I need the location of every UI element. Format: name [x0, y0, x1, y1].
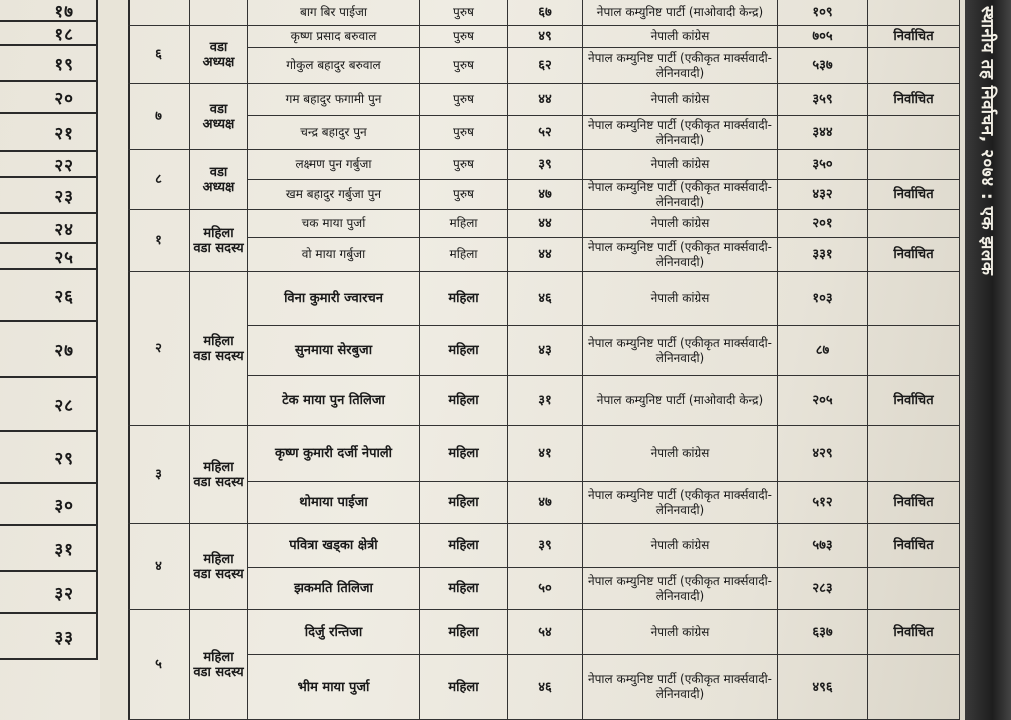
result-cell: निर्वाचित [868, 376, 960, 426]
party-cell: नेपाल कम्युनिष्ट पार्टी (एकीकृत मार्क्सवादी-लेनिनवादी) [583, 482, 778, 524]
gender-cell: महिला [420, 524, 508, 568]
ward-number-cell: २ [128, 272, 190, 426]
party-cell: नेपाली कांग्रेस [583, 26, 778, 48]
result-cell: निर्वाचित [868, 610, 960, 655]
candidate-name-cell: सुनमाया सेरबुजा [248, 326, 420, 376]
gender-cell: महिला [420, 272, 508, 326]
gender-cell: महिला [420, 238, 508, 272]
gender-cell: महिला [420, 426, 508, 482]
votes-cell: ४२९ [778, 426, 868, 482]
age-cell: ५० [508, 568, 583, 610]
result-cell [868, 48, 960, 84]
party-cell: नेपाली कांग्रेस [583, 210, 778, 238]
votes-cell: १०९ [778, 0, 868, 26]
ward-number-cell: ७ [128, 84, 190, 150]
age-cell: ४७ [508, 180, 583, 210]
age-cell: ४४ [508, 84, 583, 116]
row-number: १८ [0, 22, 98, 46]
candidate-name-cell: वो माया गर्बुजा [248, 238, 420, 272]
row-number: ३२ [0, 572, 98, 614]
post-cell: महिला वडा सदस्य [190, 524, 248, 610]
votes-cell: ५१२ [778, 482, 868, 524]
party-cell: नेपाली कांग्रेस [583, 610, 778, 655]
candidate-name-cell: टेक माया पुन तिलिजा [248, 376, 420, 426]
row-number: २० [0, 82, 98, 114]
votes-cell: २०५ [778, 376, 868, 426]
gender-cell: महिला [420, 376, 508, 426]
party-cell: नेपाल कम्युनिष्ट पार्टी (एकीकृत मार्क्सवादी-लेनिनवादी) [583, 238, 778, 272]
candidate-name-cell: चक माया पुर्जा [248, 210, 420, 238]
row-number-column [0, 0, 100, 720]
row-number: २४ [0, 214, 98, 244]
party-cell: नेपाली कांग्रेस [583, 272, 778, 326]
candidate-name-cell: कृष्ण कुमारी दर्जी नेपाली [248, 426, 420, 482]
candidate-name-cell: गोकुल बहादुर बरुवाल [248, 48, 420, 84]
age-cell: ४१ [508, 426, 583, 482]
election-results-table [128, 0, 1000, 720]
votes-cell: ३५९ [778, 84, 868, 116]
gender-cell: पुरुष [420, 26, 508, 48]
party-cell: नेपाली कांग्रेस [583, 150, 778, 180]
ward-number-cell: ५ [128, 610, 190, 720]
left-margin [100, 0, 128, 720]
candidate-name-cell: थोमाया पाईजा [248, 482, 420, 524]
votes-cell: २८३ [778, 568, 868, 610]
candidate-name-cell: लक्ष्मण पुन गर्बुजा [248, 150, 420, 180]
ward-number-cell: ३ [128, 426, 190, 524]
party-cell: नेपाल कम्युनिष्ट पार्टी (एकीकृत मार्क्सवादी-लेनिनवादी) [583, 568, 778, 610]
result-cell [868, 326, 960, 376]
ward-number-cell: ४ [128, 524, 190, 610]
row-number: २८ [0, 378, 98, 432]
ward-number-cell: ६ [128, 26, 190, 84]
age-cell: ४३ [508, 326, 583, 376]
row-number: ३१ [0, 526, 98, 572]
candidate-name-cell: कृष्ण प्रसाद बरुवाल [248, 26, 420, 48]
age-cell: ६२ [508, 48, 583, 84]
votes-cell: ४९६ [778, 655, 868, 720]
result-cell [868, 116, 960, 150]
votes-cell: ६३७ [778, 610, 868, 655]
votes-cell: १०३ [778, 272, 868, 326]
votes-cell: ३५० [778, 150, 868, 180]
candidate-name-cell: दिर्जु रन्तिजा [248, 610, 420, 655]
candidate-name-cell: गम बहादुर फगामी पुन [248, 84, 420, 116]
row-number: ३३ [0, 614, 98, 660]
candidate-name-cell: विना कुमारी ज्वारचन [248, 272, 420, 326]
result-cell: निर्वाचित [868, 482, 960, 524]
gender-cell: पुरुष [420, 84, 508, 116]
ward-cell [128, 0, 190, 26]
party-cell: नेपाल कम्युनिष्ट पार्टी (माओवादी केन्द्र) [583, 376, 778, 426]
votes-cell: २०१ [778, 210, 868, 238]
row-number: २७ [0, 322, 98, 378]
gender-cell: पुरुष [420, 0, 508, 26]
age-cell: ३१ [508, 376, 583, 426]
candidate-name-cell: झकमति तिलिजा [248, 568, 420, 610]
votes-cell: ५७३ [778, 524, 868, 568]
gender-cell: पुरुष [420, 180, 508, 210]
gender-cell: पुरुष [420, 116, 508, 150]
age-cell: ५२ [508, 116, 583, 150]
gender-cell: पुरुष [420, 150, 508, 180]
post-cell: महिला वडा सदस्य [190, 426, 248, 524]
candidate-name-cell: बाग बिर पाईजा [248, 0, 420, 26]
age-cell: ४९ [508, 26, 583, 48]
party-cell: नेपाली कांग्रेस [583, 524, 778, 568]
row-number: ३० [0, 484, 98, 526]
gender-cell: पुरुष [420, 48, 508, 84]
votes-cell: ५३७ [778, 48, 868, 84]
result-cell [868, 426, 960, 482]
result-cell: निर्वाचित [868, 238, 960, 272]
post-cell: वडा अध्यक्ष [190, 26, 248, 84]
age-cell: ४६ [508, 655, 583, 720]
post-cell: महिला वडा सदस्य [190, 272, 248, 426]
candidate-name-cell: खम बहादुर गर्बुजा पुन [248, 180, 420, 210]
ward-number-cell: १ [128, 210, 190, 272]
post-cell: वडा अध्यक्ष [190, 150, 248, 210]
row-number: १९ [0, 46, 98, 82]
result-cell: निर्वाचित [868, 84, 960, 116]
result-cell [868, 0, 960, 26]
row-number: २३ [0, 178, 98, 214]
row-number: २१ [0, 114, 98, 152]
result-cell [868, 150, 960, 180]
votes-cell: ७०५ [778, 26, 868, 48]
result-cell: निर्वाचित [868, 26, 960, 48]
age-cell: ४४ [508, 210, 583, 238]
party-cell: नेपाली कांग्रेस [583, 426, 778, 482]
party-cell: नेपाल कम्युनिष्ट पार्टी (एकीकृत मार्क्सवादी-लेनिनवादी) [583, 48, 778, 84]
age-cell: ४७ [508, 482, 583, 524]
gender-cell: महिला [420, 610, 508, 655]
gender-cell: महिला [420, 655, 508, 720]
row-number: २९ [0, 432, 98, 484]
gender-cell: महिला [420, 326, 508, 376]
result-cell [868, 655, 960, 720]
result-cell: निर्वाचित [868, 180, 960, 210]
age-cell: ३९ [508, 524, 583, 568]
side-heading: स्थानीय तह निर्वाचन, २०७४ : एक झलक [977, 6, 997, 276]
party-cell: नेपाल कम्युनिष्ट पार्टी (एकीकृत मार्क्सवादी-लेनिनवादी) [583, 326, 778, 376]
row-number: १७ [0, 0, 98, 22]
party-cell: नेपाल कम्युनिष्ट पार्टी (माओवादी केन्द्र) [583, 0, 778, 26]
ward-number-cell: ८ [128, 150, 190, 210]
votes-cell: ३४४ [778, 116, 868, 150]
result-cell [868, 568, 960, 610]
age-cell: ४६ [508, 272, 583, 326]
gender-cell: महिला [420, 210, 508, 238]
candidate-name-cell: पवित्रा खड्का क्षेत्री [248, 524, 420, 568]
party-cell: नेपाल कम्युनिष्ट पार्टी (एकीकृत मार्क्सवादी-लेनिनवादी) [583, 655, 778, 720]
party-cell: नेपाल कम्युनिष्ट पार्टी (एकीकृत मार्क्सवादी-लेनिनवादी) [583, 180, 778, 210]
votes-cell: ४३२ [778, 180, 868, 210]
post-cell [190, 0, 248, 26]
votes-cell: ३३१ [778, 238, 868, 272]
post-cell: महिला वडा सदस्य [190, 210, 248, 272]
age-cell: ४४ [508, 238, 583, 272]
result-cell [868, 272, 960, 326]
gender-cell: महिला [420, 568, 508, 610]
row-number: २२ [0, 152, 98, 178]
result-cell [868, 210, 960, 238]
row-number: २६ [0, 270, 98, 322]
post-cell: वडा अध्यक्ष [190, 84, 248, 150]
candidate-name-cell: चन्द्र बहादुर पुन [248, 116, 420, 150]
candidate-name-cell: भीम माया पुर्जा [248, 655, 420, 720]
age-cell: ३९ [508, 150, 583, 180]
age-cell: ५४ [508, 610, 583, 655]
votes-cell: ८७ [778, 326, 868, 376]
party-cell: नेपाली कांग्रेस [583, 84, 778, 116]
row-number: २५ [0, 244, 98, 270]
party-cell: नेपाल कम्युनिष्ट पार्टी (एकीकृत मार्क्सवादी-लेनिनवादी) [583, 116, 778, 150]
gender-cell: महिला [420, 482, 508, 524]
age-cell: ६७ [508, 0, 583, 26]
result-cell: निर्वाचित [868, 524, 960, 568]
post-cell: महिला वडा सदस्य [190, 610, 248, 720]
